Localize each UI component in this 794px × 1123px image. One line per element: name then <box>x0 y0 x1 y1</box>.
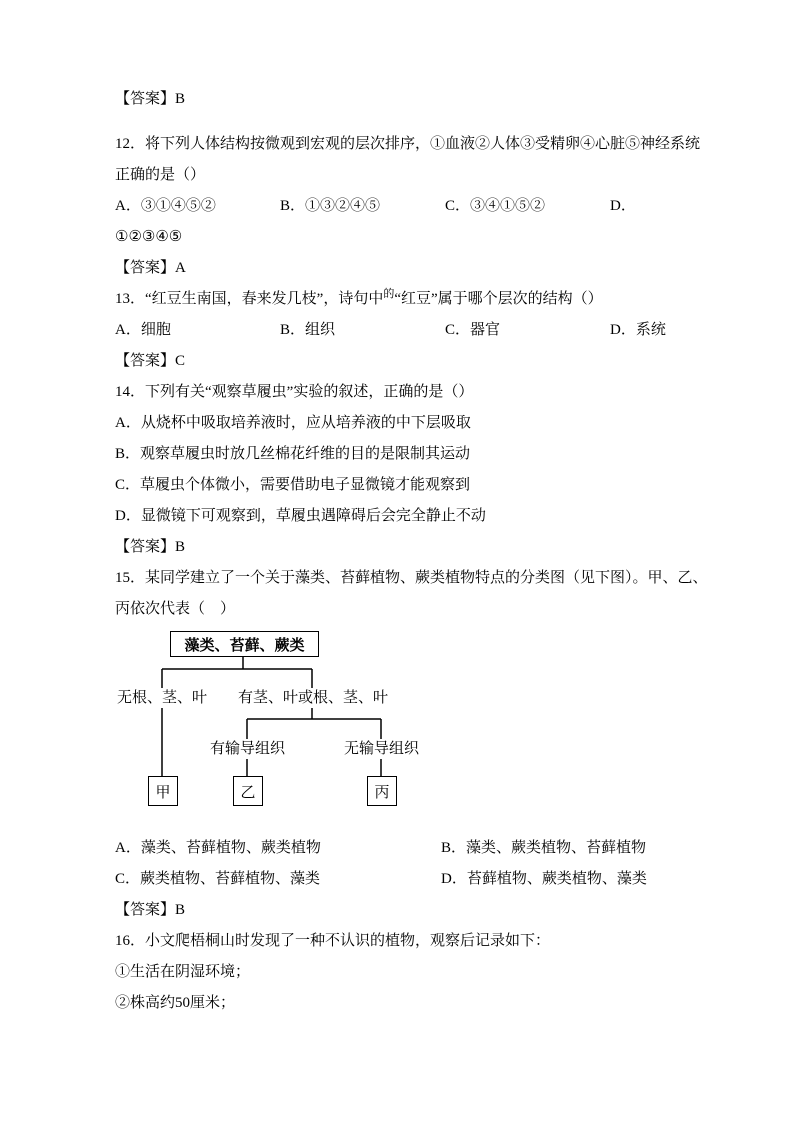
question-14-option-a: A．从烧杯中吸取培养液时，应从培养液的中下层吸取 <box>115 415 471 431</box>
question-14-option-d: D．显微镜下可观察到，草履虫遇障碍后会完全静止不动 <box>115 508 486 524</box>
answer-line-q14: 【答案】B <box>115 539 186 555</box>
question-13-stem <box>115 284 686 315</box>
question-15-line2: 丙依次代表（ ） <box>115 601 236 617</box>
diagram-box-jia: 甲 <box>148 776 178 806</box>
option-b: B．藻类、蕨类植物、苔藓植物 <box>441 840 647 856</box>
option-c: C．③④①⑤② <box>445 198 546 214</box>
diagram-mid-left-label: 有输导组织 <box>210 741 286 757</box>
q13-text-after: “红豆”属于哪个层次的结构（） <box>394 291 603 307</box>
diagram-connector-lines <box>115 631 545 819</box>
q13-text-before: 13．“红豆生南国，春来发几枝”，诗句中 <box>115 291 384 307</box>
question-15-options-row2 <box>115 864 686 895</box>
answer-line-q13: 【答案】C <box>115 353 186 369</box>
option-b: B．①③②④⑤ <box>280 198 381 214</box>
question-13-options <box>115 315 686 346</box>
question-12-line2: 正确的是（） <box>115 167 206 183</box>
question-14-option-c: C．草履虫个体微小，需要借助电子显微镜才能观察到 <box>115 477 471 493</box>
question-15-options-row1 <box>115 833 686 864</box>
diagram-box-bing: 丙 <box>367 776 397 806</box>
question-14-stem: 14．下列有关“观察草履虫”实验的叙述，正确的是（） <box>115 384 474 400</box>
question-15-line1: 15．某同学建立了一个关于藻类、苔藓植物、蕨类植物特点的分类图（见下图）。甲、乙、 <box>115 570 708 586</box>
option-c: C．蕨类植物、苔藓植物、藻类 <box>115 871 321 887</box>
diagram-mid-right-label: 无输导组织 <box>344 741 420 757</box>
answer-line-q11: 【答案】B <box>115 91 186 107</box>
diagram-right-branch-label: 有茎、叶或根、茎、叶 <box>238 690 389 706</box>
question-14-option-b: B．观察草履虫时放几丝棉花纤维的目的是限制其运动 <box>115 446 471 462</box>
option-d: D．系统 <box>610 322 666 338</box>
question-12-option-d-wrap: ①②③④⑤ <box>115 229 183 245</box>
diagram-box-yi: 乙 <box>233 776 263 806</box>
question-16-observation-1: ①生活在阴湿环境； <box>115 964 251 980</box>
option-a: A．藻类、苔藓植物、蕨类植物 <box>115 840 321 856</box>
option-a: A．细胞 <box>115 322 171 338</box>
option-b: B．组织 <box>280 322 336 338</box>
question-16-stem: 16．小文爬梧桐山时发现了一种不认识的植物，观察后记录如下： <box>115 933 551 949</box>
answer-line-q12: 【答案】A <box>115 260 186 276</box>
option-a: A．③①④⑤② <box>115 198 216 214</box>
q13-superscript: 的 <box>383 288 395 300</box>
diagram-left-branch-label: 无根、茎、叶 <box>117 690 208 706</box>
diagram-root-box: 藻类、苔藓、蕨类 <box>170 631 319 657</box>
option-d: D． <box>610 198 636 214</box>
answer-line-q15: 【答案】B <box>115 902 186 918</box>
option-c: C．器官 <box>445 322 501 338</box>
question-12-line1: 12．将下列人体结构按微观到宏观的层次排序，①血液②人体③受精卵④心脏⑤神经系统 <box>115 136 701 152</box>
classification-diagram <box>115 631 545 819</box>
question-16-observation-2: ②株高约50厘米； <box>115 995 236 1011</box>
question-12-options <box>115 191 686 222</box>
option-d: D．苔藓植物、蕨类植物、藻类 <box>441 871 647 887</box>
